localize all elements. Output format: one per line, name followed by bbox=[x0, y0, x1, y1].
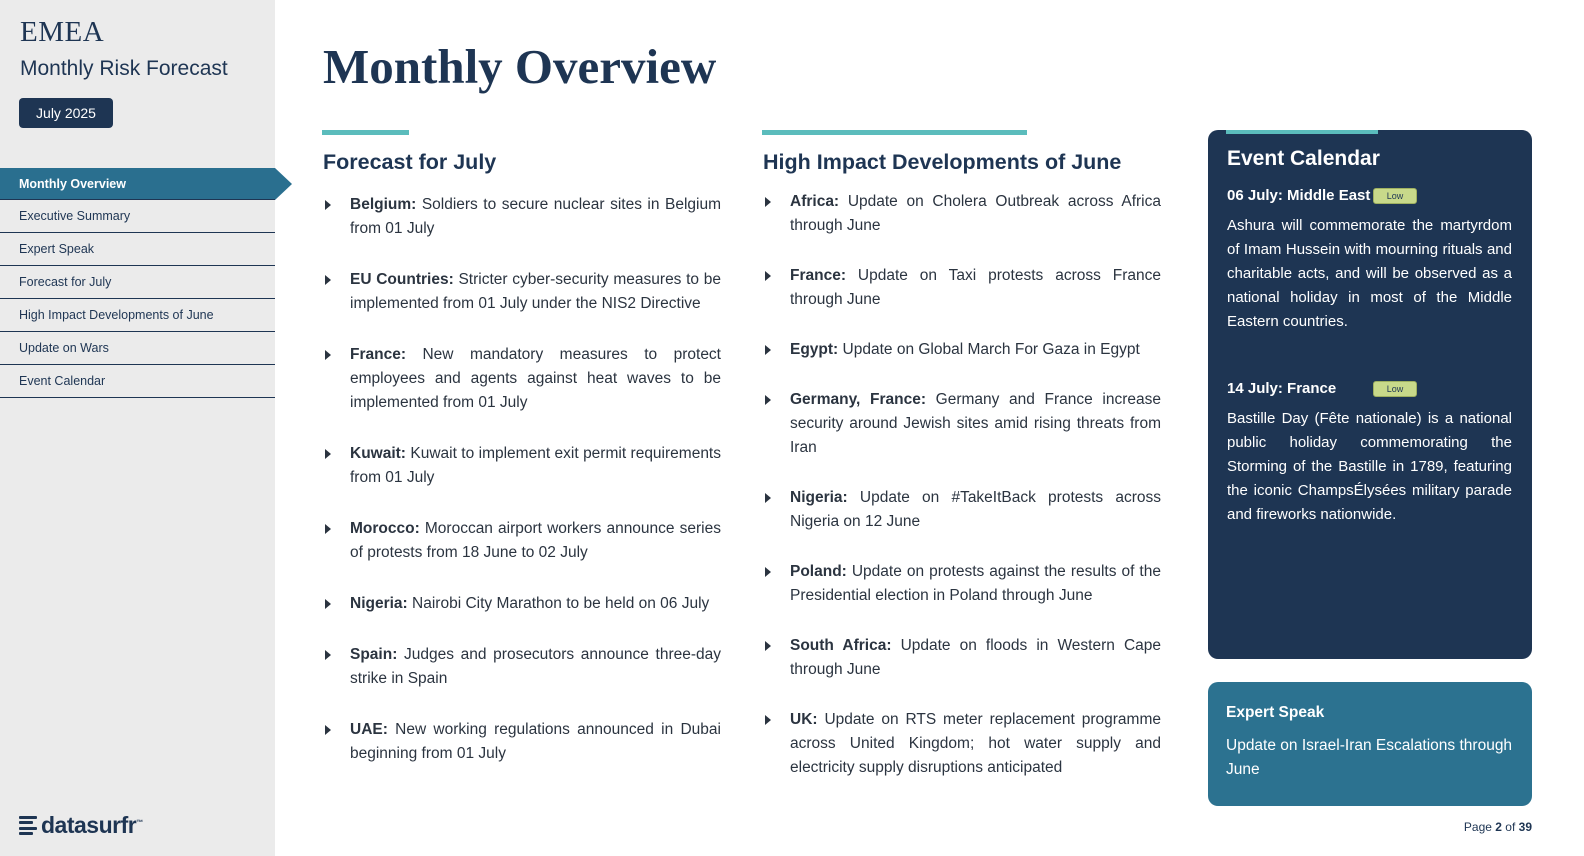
page-number: Page 2 of 39 bbox=[1463, 820, 1532, 834]
event-calendar-card bbox=[1208, 130, 1532, 659]
expert-speak-card[interactable] bbox=[1208, 682, 1532, 806]
nav-item-event-calendar[interactable]: Event Calendar bbox=[0, 365, 275, 398]
forecast-item: EU Countries: Stricter cyber-security measures to be implemented from 01 July under the NIS2 Directive bbox=[323, 268, 721, 316]
forecast-item: Morocco: Moroccan airport workers announce series of protests from 18 June to 02 July bbox=[323, 517, 721, 565]
forecast-item: Belgium: Soldiers to secure nuclear sites in Belgium from 01 July bbox=[323, 193, 721, 241]
event-date-location: 06 July: Middle East bbox=[1227, 187, 1371, 204]
development-item: France: Update on Taxi protests across France through June bbox=[763, 264, 1161, 312]
region-title: EMEA bbox=[20, 16, 105, 48]
development-item: South Africa: Update on floods in Western Cape through June bbox=[763, 634, 1161, 682]
datasurfr-logo bbox=[19, 812, 143, 839]
event-date-location: 14 July: France bbox=[1227, 380, 1337, 397]
section-accent-bar bbox=[322, 130, 409, 135]
risk-badge: Low bbox=[1373, 381, 1417, 397]
development-item: UK: Update on RTS meter replacement programme across United Kingdom; hot water supply and electricity supply disruptions anticipated bbox=[763, 708, 1161, 780]
forecast-item: France: New mandatory measures to protect employees and agents against heat waves to be implemented from 01 July bbox=[323, 343, 721, 415]
forecast-item: UAE: New working regulations announced in Dubai beginning from 01 July bbox=[323, 718, 721, 766]
development-item: Germany, France: Germany and France increase security around Jewish sites amid rising threats from Iran bbox=[763, 388, 1161, 460]
event-description: Ashura will commemorate the martyrdom of Imam Hussein with mourning rituals and charitable acts, and will be observed as a national holiday in most of the Middle Eastern countries. bbox=[1227, 217, 1512, 330]
nav-item-expert-speak[interactable]: Expert Speak bbox=[0, 233, 275, 266]
development-item: Nigeria: Update on #TakeItBack protests across Nigeria on 12 June bbox=[763, 486, 1161, 534]
card-accent-bar bbox=[1226, 130, 1378, 134]
nav-item-high-impact-developments[interactable]: High Impact Developments of June bbox=[0, 299, 275, 332]
forecast-item: Kuwait: Kuwait to implement exit permit requirements from 01 July bbox=[323, 442, 721, 490]
development-item: Poland: Update on protests against the results of the Presidential election in Poland through June bbox=[763, 560, 1161, 608]
nav-item-update-on-wars[interactable]: Update on Wars bbox=[0, 332, 275, 365]
forecast-title: Forecast for July bbox=[323, 150, 497, 174]
section-nav bbox=[0, 168, 275, 398]
event-heading bbox=[1227, 187, 1512, 204]
logo-text: datasurfr™ bbox=[41, 812, 143, 838]
risk-badge: Low bbox=[1373, 188, 1417, 204]
nav-item-forecast[interactable]: Forecast for July bbox=[0, 266, 275, 299]
developments-section bbox=[763, 130, 1161, 780]
development-item: Egypt: Update on Global March For Gaza in Egypt bbox=[763, 338, 1161, 362]
forecast-section bbox=[323, 130, 721, 766]
month-badge: July 2025 bbox=[19, 98, 113, 128]
event-heading bbox=[1227, 380, 1512, 397]
nav-item-monthly-overview[interactable]: Monthly Overview bbox=[0, 168, 275, 200]
forecast-item: Nigeria: Nairobi City Marathon to be held on 06 July bbox=[323, 592, 721, 616]
page-title: Monthly Overview bbox=[323, 39, 717, 94]
section-accent-bar bbox=[762, 130, 1027, 135]
sidebar bbox=[0, 0, 275, 856]
developments-title: High Impact Developments of June bbox=[763, 150, 1122, 174]
expert-speak-title: Expert Speak bbox=[1226, 704, 1325, 721]
event-calendar-title: Event Calendar bbox=[1227, 147, 1380, 170]
expert-speak-body: Update on Israel-Iran Escalations through June bbox=[1226, 737, 1513, 778]
event-description: Bastille Day (Fête nationale) is a national public holiday commemorating the Storming of the Bastille in 1789, featuring the iconic ChampsÉlysées military parade and fireworks nationwide. bbox=[1227, 410, 1512, 523]
forecast-item: Spain: Judges and prosecutors announce three-day strike in Spain bbox=[323, 643, 721, 691]
development-item: Africa: Update on Cholera Outbreak across Africa through June bbox=[763, 190, 1161, 238]
logo-mark-icon bbox=[19, 816, 37, 836]
report-title: Monthly Risk Forecast bbox=[20, 57, 228, 80]
nav-item-executive-summary[interactable]: Executive Summary bbox=[0, 200, 275, 233]
